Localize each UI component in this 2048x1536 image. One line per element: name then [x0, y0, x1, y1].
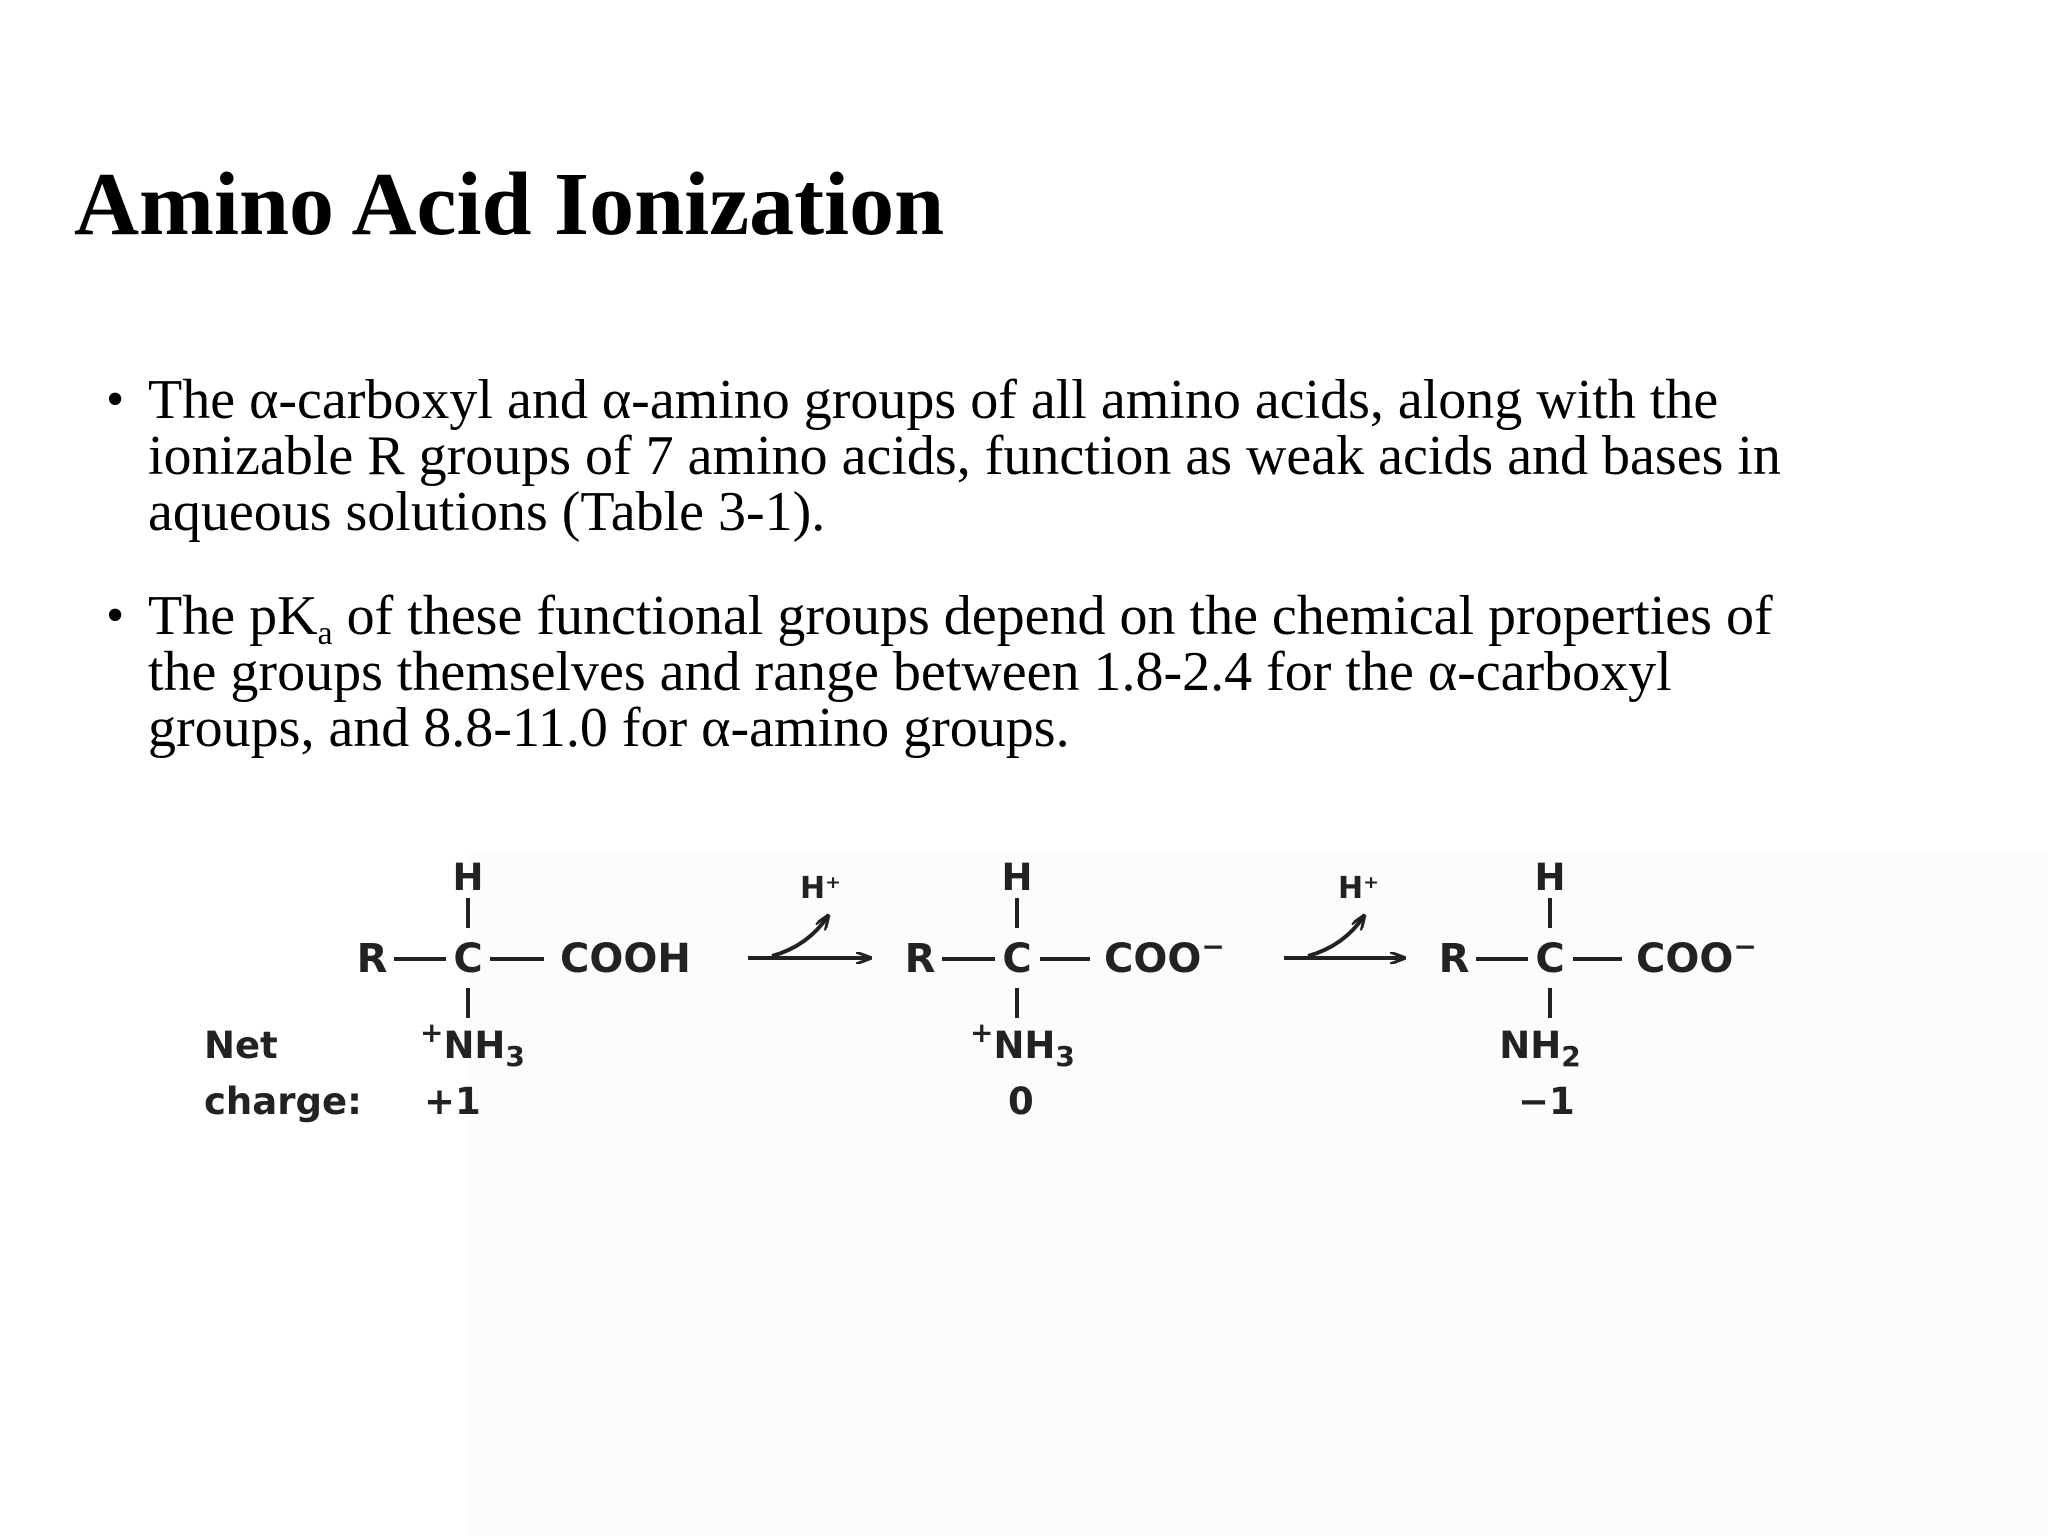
alpha-carbon: C [453, 936, 483, 982]
species-zwitterion [905, 856, 1225, 1123]
bullet-item [106, 369, 1846, 543]
deprotonation-arrow [1284, 871, 1404, 958]
bullet-dot-icon: • [106, 587, 125, 644]
amino-group: $NH_2$ [1499, 1024, 1581, 1073]
bullet-line [148, 585, 1846, 652]
carboxyl-group: COOH [560, 936, 691, 982]
carboxylate-group: COO− [1104, 930, 1225, 982]
r-group: R [1438, 936, 1470, 982]
bullet-line: the groups themselves and range between 1.8-2.4 for the α-carboxyl [148, 641, 1672, 703]
slide-title: Amino Acid Ionization [74, 155, 945, 254]
r-group: R [356, 936, 388, 982]
proton-label: H⁺ [1338, 871, 1379, 906]
net-charge-value: −1 [1518, 1080, 1575, 1123]
net-label: Net [204, 1024, 278, 1067]
species-cation [357, 856, 691, 1123]
alpha-hydrogen: H [1001, 856, 1033, 899]
charge-label: charge: [204, 1080, 362, 1123]
ionization-diagram [0, 850, 2048, 1160]
bullet-line: aqueous solutions (Table 3-1). [148, 481, 826, 543]
bullet-dot-icon: • [106, 371, 125, 428]
bullet-item [106, 585, 1846, 759]
amino-group: $^+NH_3$ [970, 1016, 1075, 1073]
amino-group: $^+NH_3$ [420, 1016, 525, 1073]
bullet-list [106, 369, 1846, 759]
alpha-hydrogen: H [452, 856, 484, 899]
bullet-line: ionizable R groups of 7 amino acids, function as weak acids and bases in [148, 425, 1781, 487]
net-charge-value: +1 [424, 1080, 481, 1123]
carboxylate-group: COO− [1636, 930, 1757, 982]
pka-suffix: of these functional groups depend on the chemical properties of [332, 585, 1773, 647]
species-anion [1439, 856, 1757, 1123]
pka-prefix: The pK [148, 585, 318, 647]
alpha-carbon: C [1002, 936, 1032, 982]
r-group: R [904, 936, 936, 982]
proton-label: H⁺ [800, 871, 841, 906]
pka-subscript: a [317, 615, 333, 652]
alpha-carbon: C [1535, 936, 1565, 982]
deprotonation-arrow [748, 871, 870, 958]
net-charge-value: 0 [1008, 1080, 1034, 1123]
alpha-hydrogen: H [1534, 856, 1566, 899]
bullet-line: groups, and 8.8-11.0 for α-amino groups. [148, 697, 1070, 759]
bullet-line: The α-carboxyl and α-amino groups of all amino acids, along with the [148, 369, 1719, 431]
